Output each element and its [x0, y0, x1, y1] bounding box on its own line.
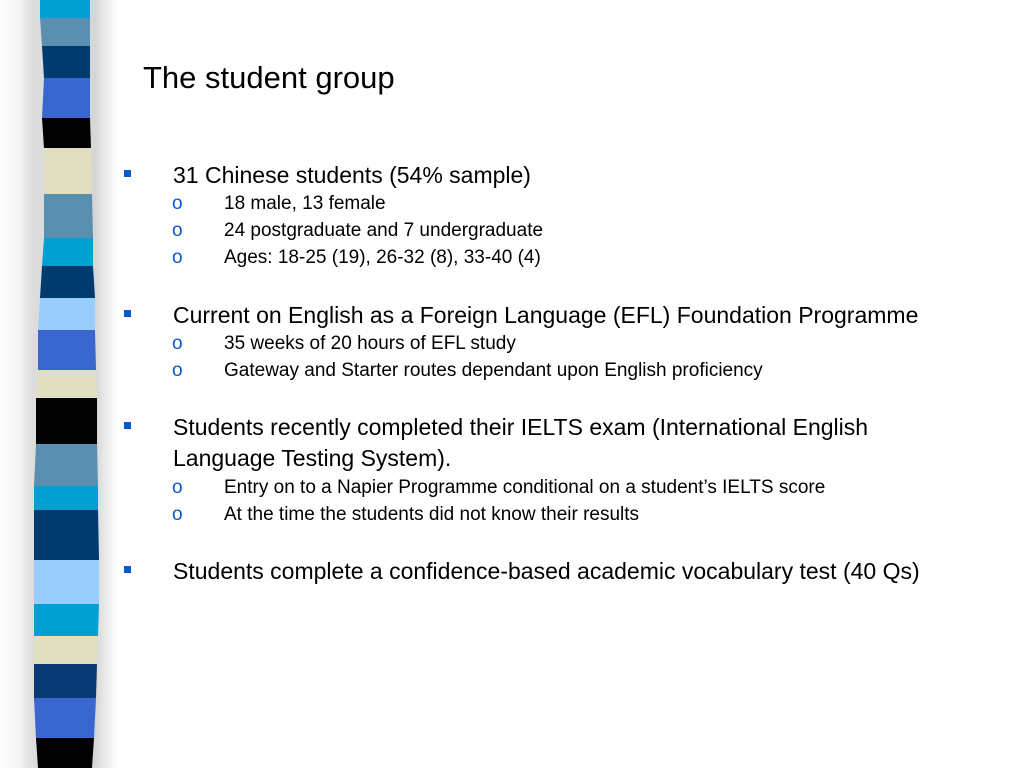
sub-bullet-item — [172, 359, 763, 383]
stripe-block — [44, 194, 93, 238]
stripe-block — [34, 698, 96, 738]
bullet-text: Current on English as a Foreign Language (EFL) Foundation Programme — [173, 302, 919, 328]
bullet-item — [173, 300, 918, 331]
square-bullet-icon — [124, 170, 131, 177]
stripe-block — [40, 266, 95, 298]
stripe-block — [40, 0, 90, 18]
circle-bullet-icon: o — [172, 360, 183, 381]
stripe-block — [42, 118, 91, 148]
stripe-block — [34, 604, 99, 636]
square-bullet-icon — [124, 422, 131, 429]
stripe-block — [42, 78, 90, 118]
stripe-block — [36, 370, 97, 398]
slide-title: The student group — [143, 60, 395, 95]
square-bullet-icon — [124, 310, 131, 317]
bullet-text: Students complete a confidence-based academic vocabulary test (40 Qs) — [173, 558, 920, 584]
stripe-block — [34, 664, 97, 698]
bullet-item — [173, 160, 531, 191]
sub-bullet-text: 24 postgraduate and 7 undergraduate — [224, 220, 544, 241]
sub-bullet-item — [172, 192, 386, 216]
stripe-block — [40, 18, 90, 46]
stripe-block — [34, 486, 98, 510]
bullet-item — [173, 556, 920, 587]
circle-bullet-icon: o — [172, 504, 183, 525]
sub-bullet-text: Ages: 18-25 (19), 26-32 (8), 33-40 (4) — [224, 247, 541, 268]
stripe-block — [44, 148, 92, 194]
stripe-block — [34, 560, 99, 604]
bullet-text: 31 Chinese students (54% sample) — [173, 162, 531, 188]
stripe-block — [42, 46, 90, 78]
stripe-block — [34, 636, 98, 664]
sub-bullet-text: 18 male, 13 female — [224, 193, 386, 214]
stripe-block — [36, 738, 94, 768]
bullet-text: Students recently completed their IELTS exam (International English — [173, 414, 869, 440]
sub-bullet-item — [172, 332, 516, 356]
bullet-item — [173, 412, 868, 474]
stripe-block — [34, 444, 98, 486]
stripe-block — [36, 398, 97, 444]
bullet-text-continued: Language Testing System). — [173, 445, 452, 471]
sub-bullet-text: Gateway and Starter routes dependant upon English proficiency — [224, 360, 763, 381]
circle-bullet-icon: o — [172, 220, 183, 241]
circle-bullet-icon: o — [172, 333, 183, 354]
circle-bullet-icon: o — [172, 193, 183, 214]
sub-bullet-text: Entry on to a Napier Programme conditional on a student’s IELTS score — [224, 477, 826, 498]
decorative-stripe — [0, 0, 118, 768]
stripe-block — [34, 510, 99, 560]
square-bullet-icon — [124, 566, 131, 573]
sub-bullet-item — [172, 219, 544, 243]
stripe-block — [38, 330, 96, 370]
sub-bullet-text: 35 weeks of 20 hours of EFL study — [224, 333, 516, 354]
sub-bullet-item — [172, 476, 826, 500]
sub-bullet-item — [172, 503, 640, 527]
stripe-block — [42, 238, 93, 266]
stripe-block — [38, 298, 95, 330]
circle-bullet-icon: o — [172, 477, 183, 498]
circle-bullet-icon: o — [172, 247, 183, 268]
sub-bullet-text: At the time the students did not know their results — [224, 504, 640, 525]
sub-bullet-item — [172, 246, 541, 270]
